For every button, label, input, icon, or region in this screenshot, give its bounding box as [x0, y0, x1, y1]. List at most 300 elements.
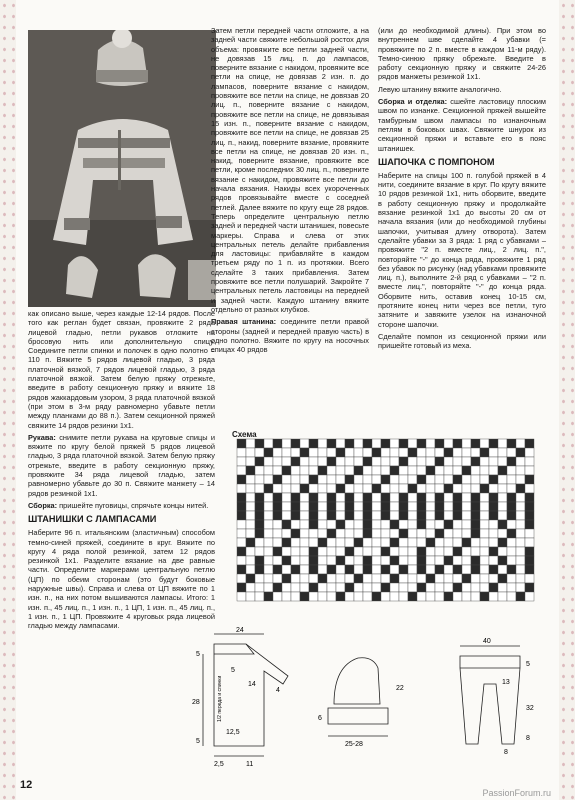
chart-cell	[390, 457, 399, 466]
chart-cell	[399, 547, 408, 556]
chart-cell	[291, 583, 300, 592]
chart-cell	[453, 466, 462, 475]
chart-cell	[336, 493, 345, 502]
chart-cell	[480, 556, 489, 565]
chart-cell	[246, 538, 255, 547]
chart-cell	[498, 547, 507, 556]
chart-cell	[246, 493, 255, 502]
chart-cell	[309, 466, 318, 475]
chart-cell	[264, 448, 273, 457]
assembly-paragraph	[28, 501, 215, 510]
chart-cell	[480, 574, 489, 583]
chart-cell	[507, 565, 516, 574]
chart-cell	[363, 592, 372, 601]
chart-cell	[237, 592, 246, 601]
chart-cell	[480, 529, 489, 538]
chart-cell	[354, 583, 363, 592]
chart-cell	[444, 466, 453, 475]
chart-cell	[255, 475, 264, 484]
chart-cell	[255, 565, 264, 574]
chart-cell	[435, 493, 444, 502]
chart-cell	[435, 529, 444, 538]
chart-cell	[237, 529, 246, 538]
chart-cell	[363, 511, 372, 520]
chart-cell	[354, 466, 363, 475]
chart-cell	[273, 529, 282, 538]
right-leg-paragraph	[211, 317, 369, 354]
chart-cell	[246, 583, 255, 592]
chart-cell	[462, 466, 471, 475]
chart-cell	[426, 538, 435, 547]
chart-cell	[525, 511, 534, 520]
chart-cell	[516, 547, 525, 556]
chart-cell	[516, 592, 525, 601]
chart-cell	[345, 439, 354, 448]
chart-cell	[345, 547, 354, 556]
chart-cell	[363, 583, 372, 592]
chart-cell	[498, 538, 507, 547]
chart-cell	[462, 574, 471, 583]
chart-cell	[507, 556, 516, 565]
chart-cell	[462, 556, 471, 565]
chart-cell	[381, 574, 390, 583]
chart-cell	[480, 484, 489, 493]
magazine-page	[16, 0, 559, 800]
chart-cell	[507, 457, 516, 466]
pants-dim-13: 13	[502, 679, 510, 686]
chart-cell	[345, 529, 354, 538]
chart-cell	[498, 502, 507, 511]
chart-cell	[525, 493, 534, 502]
chart-cell	[264, 556, 273, 565]
chart-cell	[345, 556, 354, 565]
chart-cell	[372, 592, 381, 601]
chart-cell	[489, 529, 498, 538]
chart-cell	[318, 457, 327, 466]
schema-title: Схема	[232, 430, 257, 439]
chart-cell	[354, 556, 363, 565]
chart-cell	[426, 529, 435, 538]
chart-cell	[327, 556, 336, 565]
chart-cell	[444, 556, 453, 565]
pants-assembly-paragraph	[378, 97, 546, 153]
chart-cell	[453, 484, 462, 493]
sweater-dim-sleeve-w: 12,5	[226, 729, 240, 736]
pants-assembly-label: Сборка и отделка:	[378, 97, 448, 107]
chart-cell	[246, 574, 255, 583]
chart-cell	[246, 592, 255, 601]
chart-cell	[237, 574, 246, 583]
chart-cell	[273, 502, 282, 511]
chart-cell	[435, 520, 444, 529]
chart-cell	[282, 457, 291, 466]
chart-cell	[354, 511, 363, 520]
chart-cell	[363, 502, 372, 511]
chart-cell	[255, 502, 264, 511]
chart-cell	[435, 448, 444, 457]
chart-cell	[435, 538, 444, 547]
chart-cell	[381, 448, 390, 457]
chart-cell	[336, 547, 345, 556]
chart-cell	[525, 448, 534, 457]
left-leg-note: Левую штанину вяжите аналогично.	[378, 84, 502, 94]
chart-cell	[507, 466, 516, 475]
chart-cell	[255, 574, 264, 583]
chart-cell	[273, 592, 282, 601]
chart-cell	[516, 565, 525, 574]
chart-cell	[498, 520, 507, 529]
chart-cell	[282, 574, 291, 583]
chart-cell	[390, 538, 399, 547]
chart-cell	[363, 439, 372, 448]
chart-cell	[318, 592, 327, 601]
chart-cell	[336, 574, 345, 583]
chart-cell	[300, 574, 309, 583]
chart-cell	[471, 448, 480, 457]
chart-cell	[354, 538, 363, 547]
chart-cell	[516, 538, 525, 547]
chart-cell	[282, 511, 291, 520]
chart-cell	[309, 475, 318, 484]
chart-cell	[426, 565, 435, 574]
chart-cell	[291, 520, 300, 529]
chart-cell	[408, 520, 417, 529]
chart-cell	[417, 547, 426, 556]
chart-cell	[507, 511, 516, 520]
chart-cell	[354, 565, 363, 574]
chart-cell	[426, 520, 435, 529]
chart-cell	[381, 493, 390, 502]
chart-cell	[291, 565, 300, 574]
chart-cell	[462, 457, 471, 466]
chart-cell	[498, 565, 507, 574]
chart-cell	[408, 592, 417, 601]
chart-cell	[255, 511, 264, 520]
chart-cell	[489, 448, 498, 457]
chart-cell	[507, 475, 516, 484]
chart-cell	[372, 574, 381, 583]
chart-cell	[507, 592, 516, 601]
chart-cell	[237, 448, 246, 457]
page-number: 12	[20, 779, 33, 791]
chart-cell	[237, 475, 246, 484]
chart-cell	[354, 457, 363, 466]
chart-cell	[246, 466, 255, 475]
chart-cell	[273, 538, 282, 547]
chart-cell	[399, 520, 408, 529]
chart-cell	[237, 565, 246, 574]
chart-cell	[246, 475, 255, 484]
chart-cell	[381, 466, 390, 475]
chart-cell	[390, 520, 399, 529]
chart-cell	[480, 448, 489, 457]
sleeves-label: Рукава:	[28, 432, 56, 442]
chart-cell	[354, 475, 363, 484]
chart-cell	[453, 529, 462, 538]
chart-cell	[399, 511, 408, 520]
chart-cell	[336, 583, 345, 592]
chart-cell	[354, 547, 363, 556]
chart-cell	[426, 439, 435, 448]
chart-cell	[390, 475, 399, 484]
chart-cell	[408, 538, 417, 547]
chart-cell	[264, 457, 273, 466]
chart-cell	[327, 583, 336, 592]
chart-cell	[273, 439, 282, 448]
chart-cell	[453, 520, 462, 529]
chart-cell	[426, 502, 435, 511]
chart-cell	[408, 475, 417, 484]
chart-cell	[381, 556, 390, 565]
chart-cell	[399, 439, 408, 448]
chart-cell	[453, 475, 462, 484]
chart-cell	[309, 556, 318, 565]
right-border-pattern	[559, 0, 575, 800]
chart-cell	[525, 529, 534, 538]
chart-cell	[408, 583, 417, 592]
chart-cell	[399, 529, 408, 538]
chart-cell	[471, 574, 480, 583]
chart-cell	[372, 439, 381, 448]
chart-cell	[480, 493, 489, 502]
chart-cell	[516, 493, 525, 502]
chart-cell	[435, 511, 444, 520]
chart-cell	[363, 466, 372, 475]
chart-cell	[417, 466, 426, 475]
chart-cell	[291, 574, 300, 583]
chart-cell	[444, 457, 453, 466]
chart-cell	[336, 448, 345, 457]
chart-cell	[471, 583, 480, 592]
chart-cell	[354, 484, 363, 493]
chart-cell	[246, 520, 255, 529]
chart-cell	[381, 511, 390, 520]
chart-cell	[489, 466, 498, 475]
chart-cell	[255, 583, 264, 592]
chart-cell	[516, 484, 525, 493]
chart-cell	[417, 511, 426, 520]
chart-cell	[408, 511, 417, 520]
chart-cell	[318, 529, 327, 538]
chart-cell	[309, 493, 318, 502]
chart-cell	[237, 520, 246, 529]
chart-cell	[408, 493, 417, 502]
chart-cell	[318, 538, 327, 547]
chart-cell	[381, 484, 390, 493]
chart-cell	[264, 529, 273, 538]
chart-cell	[444, 592, 453, 601]
sweater-dim-cuff: 5	[196, 738, 200, 745]
chart-cell	[318, 556, 327, 565]
chart-cell	[525, 565, 534, 574]
sleeves-text: снимите петли рукава на круговые спицы и вяжите по кругу белой пряжей 5 рядов лицевой гладью, 3 ряда платочной вязкой. Затем белую пряжу отрежьте, введите в работу секционную пряжу, провяжите 34 ряда лицевой гладью, затем равномерно убавьте до 30 п. Свяжите манжету – 14 рядов резинкой 1x1.	[28, 432, 215, 498]
chart-cell	[372, 511, 381, 520]
chart-cell	[516, 475, 525, 484]
chart-cell	[489, 565, 498, 574]
sleeves-paragraph	[28, 433, 215, 498]
chart-cell	[399, 502, 408, 511]
chart-cell	[246, 448, 255, 457]
chart-cell	[363, 448, 372, 457]
chart-cell	[417, 529, 426, 538]
chart-cell	[426, 556, 435, 565]
chart-cell	[354, 493, 363, 502]
chart-cell	[453, 565, 462, 574]
chart-cell	[291, 547, 300, 556]
chart-cell	[426, 592, 435, 601]
chart-cell	[345, 574, 354, 583]
chart-cell	[237, 538, 246, 547]
chart-cell	[426, 484, 435, 493]
chart-cell	[336, 565, 345, 574]
chart-cell	[327, 547, 336, 556]
chart-cell	[426, 448, 435, 457]
chart-cell	[318, 502, 327, 511]
chart-cell	[336, 529, 345, 538]
chart-cell	[426, 493, 435, 502]
chart-cell	[417, 565, 426, 574]
chart-cell	[336, 511, 345, 520]
chart-cell	[336, 457, 345, 466]
chart-cell	[507, 520, 516, 529]
chart-cell	[309, 439, 318, 448]
chart-cell	[372, 457, 381, 466]
chart-cell	[291, 475, 300, 484]
chart-cell	[327, 538, 336, 547]
text-column-3	[378, 26, 546, 354]
chart-cell	[282, 448, 291, 457]
chart-cell	[426, 547, 435, 556]
hat-dim-rib: 6	[318, 715, 322, 722]
chart-cell	[309, 574, 318, 583]
chart-cell	[408, 466, 417, 475]
chart-cell	[489, 502, 498, 511]
chart-cell	[336, 439, 345, 448]
chart-cell	[273, 565, 282, 574]
chart-cell	[300, 511, 309, 520]
chart-cell	[381, 583, 390, 592]
chart-cell	[372, 556, 381, 565]
chart-cell	[453, 556, 462, 565]
chart-cell	[246, 529, 255, 538]
pants-dim-top: 5	[526, 661, 530, 668]
chart-cell	[453, 457, 462, 466]
chart-cell	[372, 583, 381, 592]
chart-cell	[264, 583, 273, 592]
chart-cell	[516, 574, 525, 583]
chart-cell	[435, 565, 444, 574]
chart-cell	[246, 484, 255, 493]
chart-cell	[309, 448, 318, 457]
chart-cell	[372, 466, 381, 475]
pants-dim-8: 8	[504, 749, 508, 756]
chart-cell	[453, 574, 462, 583]
chart-cell	[417, 592, 426, 601]
chart-cell	[381, 529, 390, 538]
chart-cell	[399, 484, 408, 493]
chart-cell	[246, 565, 255, 574]
chart-cell	[345, 475, 354, 484]
chart-cell	[345, 592, 354, 601]
hat-pattern	[328, 658, 388, 736]
chart-cell	[507, 502, 516, 511]
chart-cell	[300, 475, 309, 484]
chart-cell	[309, 592, 318, 601]
pattern-drawings	[28, 626, 548, 776]
chart-cell	[417, 502, 426, 511]
chart-cell	[444, 511, 453, 520]
chart-cell	[498, 511, 507, 520]
chart-cell	[471, 520, 480, 529]
chart-cell	[507, 529, 516, 538]
chart-cell	[363, 520, 372, 529]
left-border-pattern	[0, 0, 16, 800]
chart-cell	[345, 511, 354, 520]
chart-cell	[273, 484, 282, 493]
chart-cell	[273, 448, 282, 457]
chart-cell	[408, 457, 417, 466]
chart-cell	[399, 565, 408, 574]
chart-cell	[480, 439, 489, 448]
chart-cell	[525, 457, 534, 466]
chart-cell	[291, 493, 300, 502]
hat-paragraph: Наберите на спицы 100 п. голубой пряжей в 4 нити, соедините вязание в круг. По кругу вяжите 10 рядов резинкой 1x1, нить оборвите, введите в работу секционную пряжу и продолжайте вязание резинкой 1x1 до высоты 20 см от начала вязания (или до необходимой глубины шапочки, учитывая длину отворота). Затем сделайте убавки за 3 ряда: 1 ряд с убавками – провяжите "2 п. вместе лиц., 2 лиц. п.", повторяйте "-" до конца ряда, провяжите 1 ряд без убавок по рисунку (над убавками провяжите лиц. п.), выполните 2-й ряд с убавками – "2 п. вместе лиц.", повторяйте "-" до конца ряда. Оборвите нить, оставив конец 10-15 см, протяните конец нити через все петли, туго затяните и завяжите узелок на изнаночной стороне шапочки.	[378, 170, 546, 329]
chart-cell	[300, 538, 309, 547]
chart-cell	[462, 583, 471, 592]
chart-cell	[408, 556, 417, 565]
chart-cell	[264, 547, 273, 556]
chart-cell	[435, 574, 444, 583]
chart-cell	[273, 457, 282, 466]
chart-cell	[363, 475, 372, 484]
chart-cell	[525, 520, 534, 529]
chart-cell	[237, 484, 246, 493]
chart-cell	[498, 484, 507, 493]
chart-cell	[516, 502, 525, 511]
chart-cell	[309, 538, 318, 547]
chart-cell	[336, 592, 345, 601]
chart-cell	[462, 547, 471, 556]
chart-cell	[255, 484, 264, 493]
chart-cell	[273, 556, 282, 565]
chart-cell	[498, 475, 507, 484]
chart-cell	[417, 493, 426, 502]
chart-cell	[282, 547, 291, 556]
chart-cell	[309, 529, 318, 538]
chart-cell	[327, 466, 336, 475]
chart-cell	[462, 475, 471, 484]
sweater-pattern	[203, 634, 288, 756]
chart-cell	[471, 556, 480, 565]
chart-cell	[381, 565, 390, 574]
chart-cell	[246, 556, 255, 565]
chart-cell	[525, 439, 534, 448]
chart-cell	[489, 538, 498, 547]
chart-cell	[480, 565, 489, 574]
chart-cell	[264, 502, 273, 511]
sweater-dim-hem: 5	[196, 651, 200, 658]
chart-cell	[390, 484, 399, 493]
chart-cell	[399, 493, 408, 502]
chart-cell	[309, 502, 318, 511]
chart-cell	[507, 538, 516, 547]
chart-cell	[453, 511, 462, 520]
chart-cell	[264, 538, 273, 547]
chart-cell	[390, 547, 399, 556]
chart-cell	[309, 511, 318, 520]
chart-cell	[327, 565, 336, 574]
chart-cell	[264, 592, 273, 601]
